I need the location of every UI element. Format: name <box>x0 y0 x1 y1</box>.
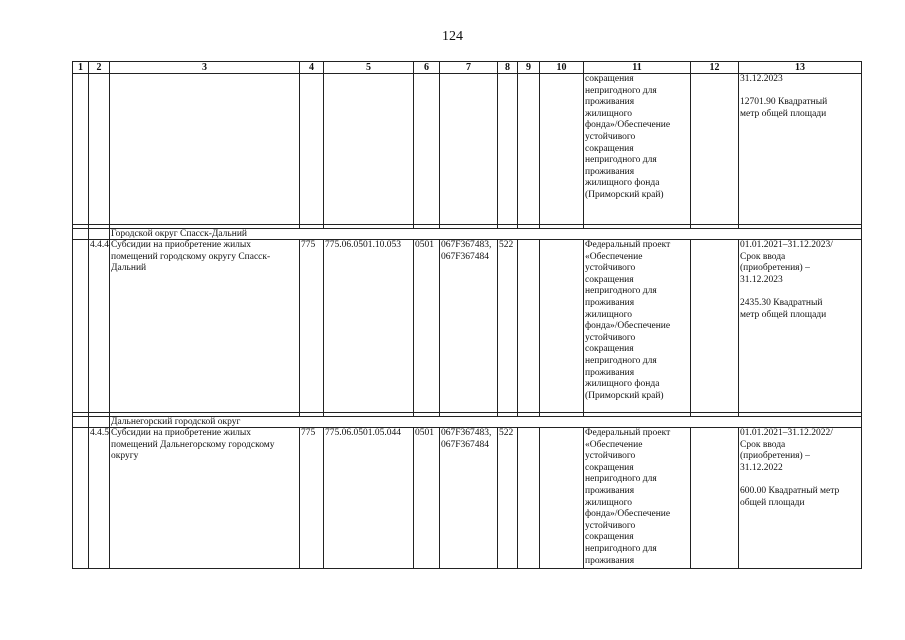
code-cell: 522 <box>498 428 518 569</box>
column-header: 9 <box>518 62 540 74</box>
deadline-cell: 31.12.2023 12701.90 Квадратный метр общей площади <box>739 74 862 225</box>
table-row <box>73 240 862 413</box>
section-title: Городской округ Спасск-Дальний <box>110 229 862 240</box>
row-name: Субсидии на приобретение жилых помещений Дальнегорскому городскому округу <box>110 428 300 569</box>
header-row <box>73 62 862 74</box>
code-cell: 775.06.0501.10.053 <box>324 240 414 413</box>
budget-table <box>72 61 862 569</box>
deadline-cell: 01.01.2021–31.12.2022/ Срок ввода (приобретения) – 31.12.2022 600.00 Квадратный метр общей площади <box>739 428 862 569</box>
column-header: 13 <box>739 62 862 74</box>
section-title: Дальнегорский городской округ <box>110 417 862 428</box>
row-number: 4.4.4 <box>89 240 110 413</box>
column-header: 7 <box>440 62 498 74</box>
code-cell: 0501 <box>414 428 440 569</box>
project-cell: Федеральный проект «Обеспечение устойчивого сокращения непригодного для проживания жилищного фонда»/Обеспечение устойчивого сокращения непригодного для проживания <box>584 428 691 569</box>
column-header: 4 <box>300 62 324 74</box>
deadline-cell: 01.01.2021–31.12.2023/ Срок ввода (приобретения) – 31.12.2023 2435.30 Квадратный метр общей площади <box>739 240 862 413</box>
column-header: 6 <box>414 62 440 74</box>
code-cell: 067F367483, 067F367484 <box>440 240 498 413</box>
row-name: Субсидии на приобретение жилых помещений городскому округу Спасск-Дальний <box>110 240 300 413</box>
code-cell: 067F367483, 067F367484 <box>440 428 498 569</box>
code-cell: 775 <box>300 240 324 413</box>
code-cell: 775 <box>300 428 324 569</box>
project-cell: Федеральный проект «Обеспечение устойчивого сокращения непригодного для проживания жилищного фонда»/Обеспечение устойчивого сокращения непригодного для проживания жилищного фонда (Приморский край) <box>584 240 691 413</box>
project-cell: сокращения непригодного для проживания жилищного фонда»/Обеспечение устойчивого сокращения непригодного для проживания жилищного фонда (Приморский край) <box>584 74 691 225</box>
code-cell: 0501 <box>414 240 440 413</box>
row-number: 4.4.5 <box>89 428 110 569</box>
column-header: 12 <box>691 62 739 74</box>
column-header: 11 <box>584 62 691 74</box>
section-row <box>73 417 862 428</box>
column-header: 5 <box>324 62 414 74</box>
column-header: 10 <box>540 62 584 74</box>
column-header: 1 <box>73 62 89 74</box>
column-header: 2 <box>89 62 110 74</box>
code-cell: 775.06.0501.05.044 <box>324 428 414 569</box>
table-row <box>73 428 862 569</box>
table-row <box>73 74 862 225</box>
column-header: 3 <box>110 62 300 74</box>
page-number: 124 <box>442 29 463 44</box>
code-cell: 522 <box>498 240 518 413</box>
column-header: 8 <box>498 62 518 74</box>
section-row <box>73 229 862 240</box>
